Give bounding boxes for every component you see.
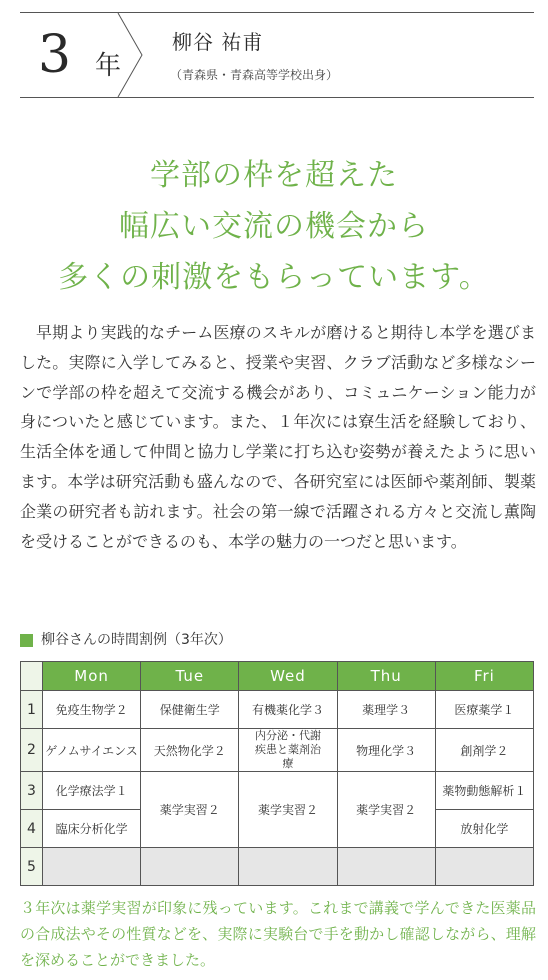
corner-cell [21, 662, 43, 691]
empty-cell [43, 848, 141, 886]
day-header-thu: Thu [337, 662, 435, 691]
table-row [21, 691, 534, 729]
class-cell: 医療薬学１ [435, 691, 533, 729]
table-row [21, 729, 534, 772]
table-row [21, 772, 534, 810]
day-header-tue: Tue [141, 662, 239, 691]
student-origin: （青森県・青森高等学校出身） [170, 68, 339, 82]
headline-line-1: 学部の枠を超えた [150, 158, 398, 193]
class-cell: 有機薬化学３ [239, 691, 337, 729]
student-name: 柳谷 祐甫 [172, 30, 264, 54]
body-paragraph: 早期より実践的なチーム医療のスキルが磨けると期待し本学を選びました。実際に入学してみると、授業や実習、クラブ活動など多様なシーンで学部の枠を超えて交流する機会があり、コミュニケーション能力が身についたと感じています。また、１年次には寮生活を経験しており、生活全体を通して仲間と協力し学業に打ち込む姿勢が養えたように思います。本学は研究活動も盛んなので、各研究室には医師や薬剤師、製薬企業の研究者も訪れます。社会の第一線で活躍される方々と交流し薫陶を受けることができるのも、本学の魅力の一つだと思います。 [20, 323, 536, 551]
grade-suffix: 年 [95, 51, 122, 81]
class-cell: 天然物化学２ [141, 729, 239, 772]
class-cell-double: 薬学実習２ [239, 772, 337, 848]
body-text [20, 318, 536, 556]
timetable-note: ３年次は薬学実習が印象に残っています。これまで講義で学んできた医薬品の合成法やその性質などを、実際に実験台で手を動かし確認しながら、理解を深めることができました。 [20, 899, 536, 969]
headline-line-3: 多くの刺激をもらっています。 [58, 260, 490, 295]
timetable [20, 661, 534, 886]
empty-cell [141, 848, 239, 886]
class-cell-double: 薬学実習２ [337, 772, 435, 848]
headline [0, 150, 548, 303]
class-cell: 薬物動態解析１ [435, 772, 533, 810]
grade-number: 3 [38, 25, 72, 85]
period-number: 1 [21, 691, 43, 729]
period-number: 4 [21, 810, 43, 848]
empty-cell [435, 848, 533, 886]
period-number: 5 [21, 848, 43, 886]
class-cell: 物理化学３ [337, 729, 435, 772]
timetable-title [20, 630, 232, 650]
empty-cell [239, 848, 337, 886]
day-header-mon: Mon [43, 662, 141, 691]
day-header-fri: Fri [435, 662, 533, 691]
period-number: 3 [21, 772, 43, 810]
table-row [21, 848, 534, 886]
class-cell: 免疫生物学２ [43, 691, 141, 729]
class-cell-text: 内分泌・代謝疾患と薬剤治療 [254, 729, 321, 770]
timetable-title-text: 柳谷さんの時間割例（3年次） [41, 632, 232, 648]
headline-line-2: 幅広い交流の機会から [119, 209, 429, 244]
class-cell: 保健衛生学 [141, 691, 239, 729]
class-cell-double: 薬学実習２ [141, 772, 239, 848]
class-cell [239, 729, 337, 772]
period-number: 2 [21, 729, 43, 772]
class-cell: 放射化学 [435, 810, 533, 848]
class-cell: 臨床分析化学 [43, 810, 141, 848]
class-cell: 化学療法学１ [43, 772, 141, 810]
class-cell: 薬理学３ [337, 691, 435, 729]
class-cell: ゲノムサイエンス [43, 729, 141, 772]
student-header [20, 12, 534, 98]
day-header-wed: Wed [239, 662, 337, 691]
green-square-icon [20, 634, 33, 647]
class-cell: 創剤学２ [435, 729, 533, 772]
empty-cell [337, 848, 435, 886]
